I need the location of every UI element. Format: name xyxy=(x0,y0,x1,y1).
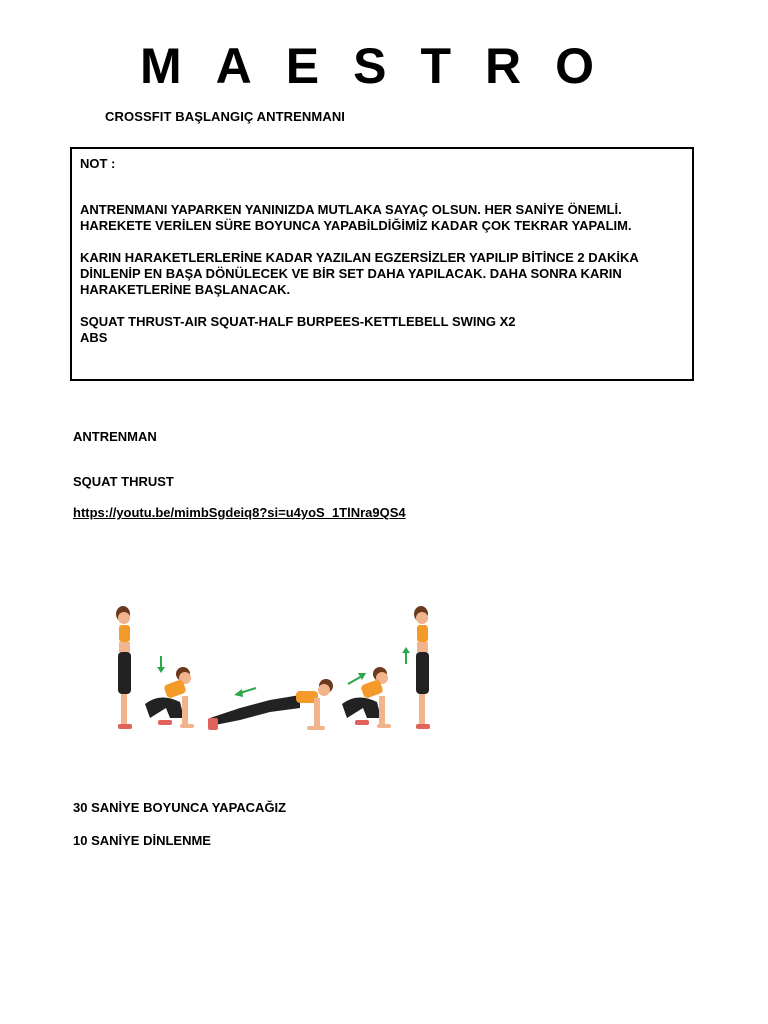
video-link[interactable]: https://youtu.be/mimbSgdeiq8?si=u4yoS_1TlNra9QS4 xyxy=(73,505,406,520)
note-line: HAREKETE VERİLEN SÜRE BOYUNCA YAPABİLDİĞİMİZ KADAR ÇOK TEKRAR YAPALIM. xyxy=(80,218,632,233)
figure-squat-1 xyxy=(145,667,194,728)
note-paragraph-2 xyxy=(80,250,684,298)
section-heading: ANTRENMAN xyxy=(73,429,157,444)
note-line: DİNLENİP EN BAŞA DÖNÜLECEK VE BİR SET DAHA YAPILACAK. DAHA SONRA KARIN xyxy=(80,266,622,281)
figure-squat-2 xyxy=(342,667,391,728)
note-line: ANTRENMANI YAPARKEN YANINIZDA MUTLAKA SAYAÇ OLSUN. HER SANİYE ÖNEMLİ. xyxy=(80,202,622,217)
note-paragraph-3 xyxy=(80,314,684,346)
maestro-logo xyxy=(80,36,688,94)
note-line: KARIN HARAKETLERLERİNE KADAR YAZILAN EGZERSİZLER YAPILIP BİTİNCE 2 DAKİKA xyxy=(80,250,639,265)
figure-standing-end xyxy=(414,606,430,729)
squat-thrust-illustration xyxy=(100,600,445,742)
arrow-up-right-icon xyxy=(348,673,366,684)
exercise-name: SQUAT THRUST xyxy=(73,474,174,489)
note-line: SQUAT THRUST-AIR SQUAT-HALF BURPEES-KETTLEBELL SWING X2 xyxy=(80,314,516,329)
note-label: NOT : xyxy=(80,156,116,171)
logo-text: MAESTRO xyxy=(140,43,628,87)
arrow-up-icon xyxy=(402,647,410,664)
maestro-logo-wordmark xyxy=(104,43,664,87)
figure-plank xyxy=(208,679,333,730)
duration-text: 30 SANİYE BOYUNCA YAPACAĞIZ xyxy=(73,800,287,815)
note-line: HARAKETLERİNE BAŞLANACAK. xyxy=(80,282,291,297)
arrow-left-icon xyxy=(234,688,256,697)
rest-text: 10 SANİYE DİNLENME xyxy=(73,833,211,848)
document-title: CROSSFIT BAŞLANGIÇ ANTRENMANI xyxy=(105,109,346,124)
note-box xyxy=(70,147,694,381)
note-line: ABS xyxy=(80,330,108,345)
figure-standing-start xyxy=(116,606,132,729)
note-paragraph-1 xyxy=(80,202,684,234)
arrow-down-icon xyxy=(157,656,165,673)
